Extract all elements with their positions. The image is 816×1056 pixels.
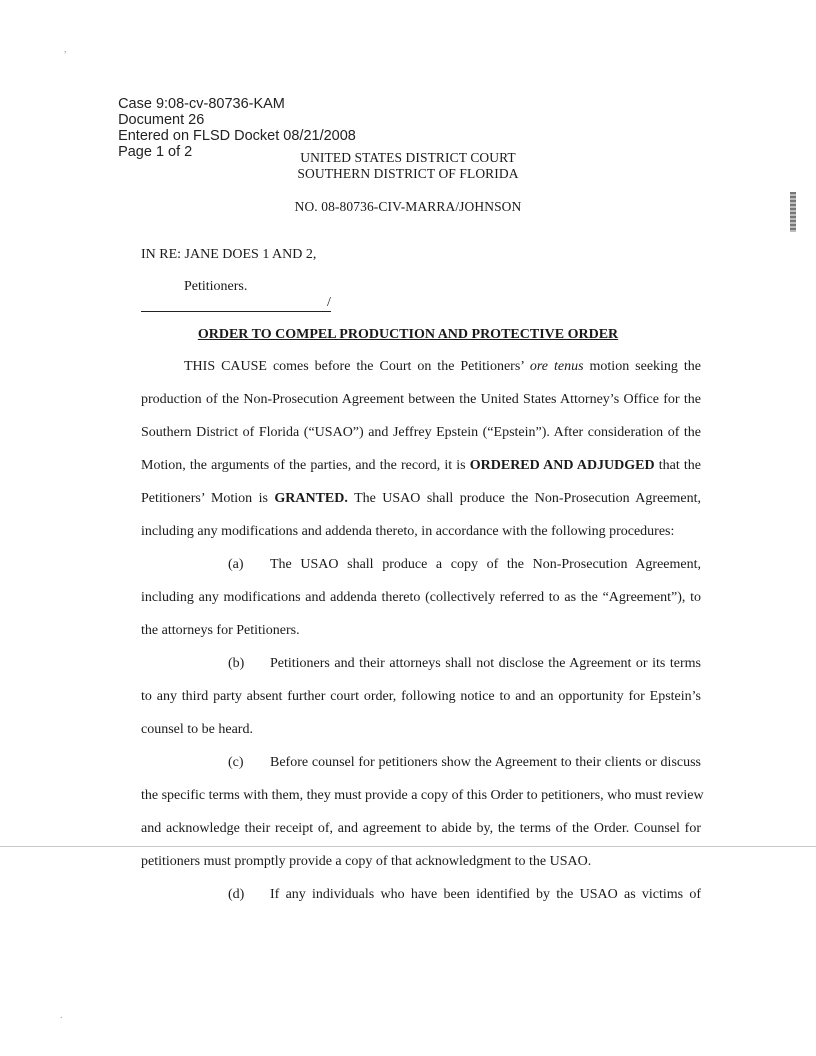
scan-line-artifact: [0, 846, 816, 847]
paragraph-line: Motion, the arguments of the parties, and the record, it is ORDERED AND ADJUDGED that the: [141, 458, 702, 473]
paragraph-line: counsel to be heard.: [141, 722, 253, 737]
item-label-a: (a): [228, 557, 244, 572]
order-title: ORDER TO COMPEL PRODUCTION AND PROTECTIVE ORDER: [197, 327, 619, 342]
paragraph-line: the attorneys for Petitioners.: [141, 623, 300, 638]
petitioners-label: Petitioners.: [184, 279, 248, 294]
paragraph-line: THIS CAUSE comes before the Court on the Petitioners’ ore tenus motion seeking the: [184, 359, 702, 374]
page-indicator: Page 1 of 2: [118, 144, 193, 160]
paragraph-line: Before counsel for petitioners show the Agreement to their clients or discuss: [270, 755, 701, 770]
caption-slash: /: [327, 295, 331, 310]
document-number: Document 26: [118, 112, 205, 128]
item-label-b: (b): [228, 656, 245, 671]
paragraph-line: to any third party absent further court order, following notice to and an opportunity for Epstein’s: [141, 689, 701, 704]
civil-case-number: NO. 08-80736-CIV-MARRA/JOHNSON: [294, 199, 522, 214]
court-district: SOUTHERN DISTRICT OF FLORIDA: [297, 166, 519, 181]
paragraph-line: the specific terms with them, they must provide a copy of this Order to petitioners, who must review: [141, 788, 704, 803]
paragraph-line: production of the Non-Prosecution Agreement between the United States Attorney’s Office for the: [141, 392, 701, 407]
caption-rule: [141, 311, 331, 312]
paragraph-line: petitioners must promptly provide a copy of that acknowledgment to the USAO.: [141, 854, 592, 869]
court-name: UNITED STATES DISTRICT COURT: [300, 150, 516, 165]
docket-header: [110, 80, 374, 160]
paragraph-line: Southern District of Florida (“USAO”) and Jeffrey Epstein (“Epstein”). After consideration of the: [141, 425, 701, 440]
scan-speck: .: [60, 1010, 63, 1021]
paragraph-line: including any modifications and addenda thereto, in accordance with the following procedures:: [141, 524, 675, 539]
paragraph-line: including any modifications and addenda thereto (collectively referred to as the “Agreement”), to: [141, 590, 701, 605]
item-label-c: (c): [228, 755, 244, 770]
docket-entry: Entered on FLSD Docket 08/21/2008: [118, 128, 356, 144]
paragraph-line: Petitioners and their attorneys shall not disclose the Agreement or its terms: [270, 656, 701, 671]
paragraph-line: Petitioners’ Motion is GRANTED. The USAO shall produce the Non-Prosecution Agreement,: [141, 491, 701, 506]
paragraph-line: and acknowledge their receipt of, and agreement to abide by, the terms of the Order. Counsel for: [141, 821, 701, 836]
paragraph-line: If any individuals who have been identified by the USAO as victims of: [270, 887, 701, 902]
in-re-caption: IN RE: JANE DOES 1 AND 2,: [141, 247, 317, 262]
scan-speck: ,: [64, 44, 67, 55]
item-label-d: (d): [228, 887, 245, 902]
paragraph-line: The USAO shall produce a copy of the Non-Prosecution Agreement,: [270, 557, 701, 572]
case-number: Case 9:08-cv-80736-KAM: [118, 96, 285, 112]
